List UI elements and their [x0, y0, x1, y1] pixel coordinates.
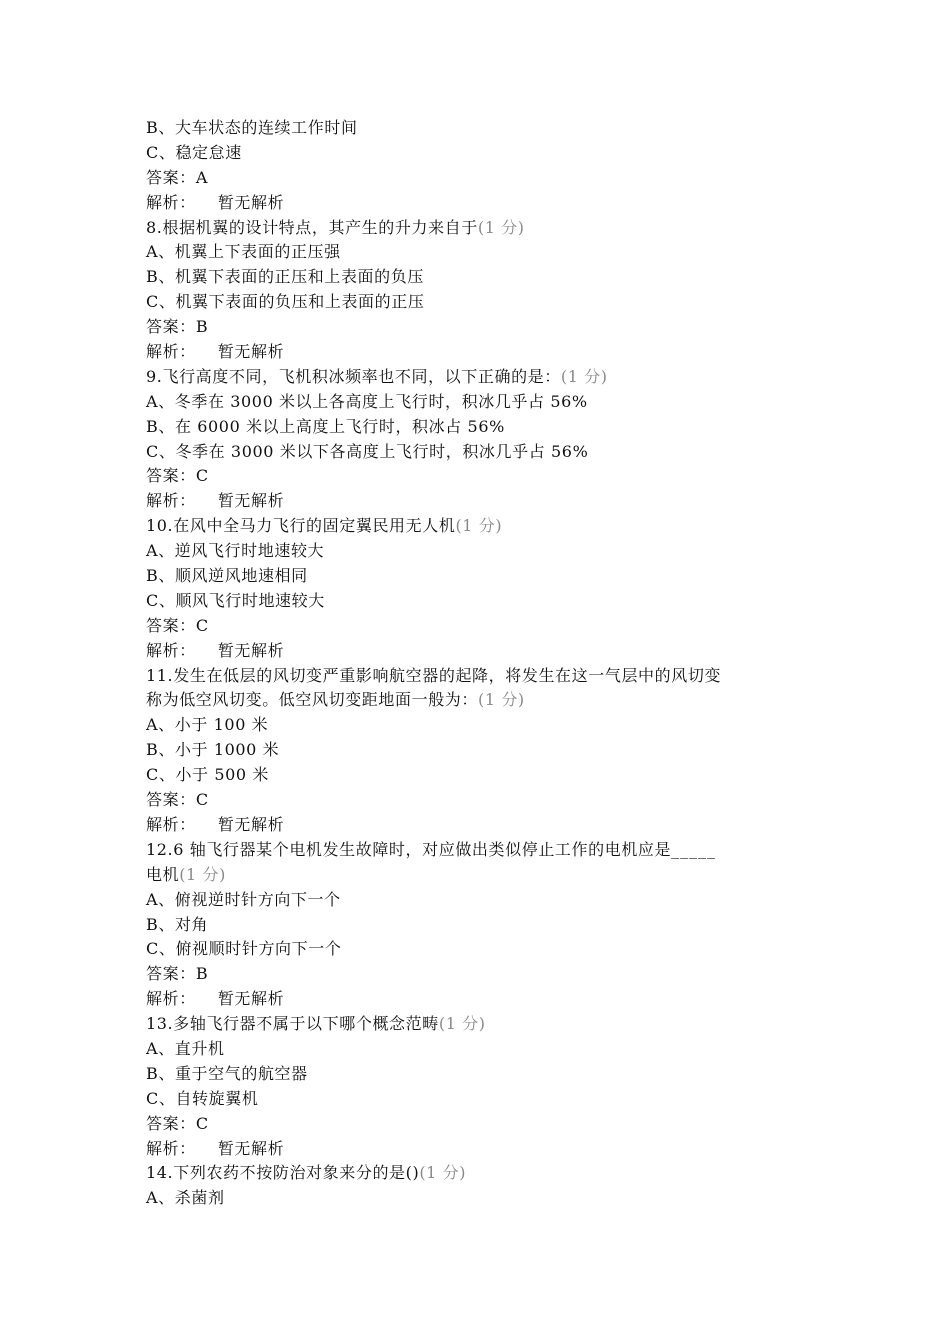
answer-value: C	[195, 1113, 209, 1133]
analysis-label: 解析：	[146, 814, 196, 834]
question-text-cont: 称为低空风切变。低空风切变距地面一般为：	[146, 690, 479, 710]
analysis-label: 解析：	[146, 1138, 196, 1158]
option-b: B、对角	[146, 914, 209, 934]
question-number: 8.	[146, 217, 163, 237]
question-number: 12.	[146, 839, 174, 859]
question-14	[146, 1161, 826, 1211]
question-number: 11.	[146, 665, 174, 685]
option-c: C、顺风飞行时地速较大	[146, 590, 325, 610]
analysis-line	[146, 191, 826, 216]
question-text: 根据机翼的设计特点，其产生的升力来自于	[162, 217, 478, 237]
answer-label: 答案：	[146, 790, 196, 810]
analysis-line	[146, 639, 826, 664]
option-a: A、杀菌剂	[146, 1188, 225, 1208]
question-text: 发生在低层的风切变严重影响航空器的起降，将发生在这一气层中的风切变	[173, 665, 722, 685]
option-a: A、直升机	[146, 1038, 225, 1058]
option-c: C、俯视顺时针方向下一个	[146, 939, 342, 959]
question-score: (1 分)	[419, 1163, 467, 1183]
option-a: A、逆风飞行时地速较大	[146, 541, 325, 561]
option-c: C、稳定怠速	[146, 142, 242, 162]
analysis-label: 解析：	[146, 342, 196, 362]
answer-label: 答案：	[146, 964, 196, 984]
option-c: C、自转旋翼机	[146, 1088, 259, 1108]
analysis-value: 暂无解析	[217, 989, 285, 1009]
question-score: (1 分)	[455, 516, 503, 536]
option-a: A、机翼上下表面的正压强	[146, 242, 341, 262]
option-a: A、小于 100 米	[146, 715, 269, 735]
analysis-label: 解析：	[146, 640, 196, 660]
question-number: 10.	[146, 516, 174, 536]
answer-value: B	[195, 317, 209, 337]
option-b: B、大车状态的连续工作时间	[146, 118, 358, 137]
question-stem	[146, 838, 826, 863]
question-score: (1 分)	[478, 690, 525, 710]
question-text: 6 轴飞行器某个电机发生故障时，对应做出类似停止工作的电机应是	[173, 839, 672, 859]
answer-value: C	[195, 615, 209, 635]
option-a: A、冬季在 3000 米以上各高度上飞行时，积冰几乎占 56%	[146, 391, 588, 411]
analysis-value: 暂无解析	[217, 814, 285, 834]
analysis-label: 解析：	[146, 989, 196, 1009]
question-stem	[146, 664, 826, 689]
question-13	[146, 1012, 826, 1161]
answer-label: 答案：	[146, 317, 196, 337]
option-b: B、顺风逆风地速相同	[146, 566, 308, 586]
question-number: 13.	[146, 1014, 174, 1034]
analysis-value: 暂无解析	[217, 640, 285, 660]
question-stem	[146, 365, 826, 390]
question-score: (1 分)	[477, 217, 525, 237]
answer-label: 答案：	[146, 615, 196, 635]
question-11	[146, 664, 826, 838]
question-number: 9.	[146, 366, 163, 386]
question-stem	[146, 1012, 826, 1037]
analysis-line	[146, 987, 826, 1012]
question-score: (1 分)	[179, 864, 226, 884]
analysis-value: 暂无解析	[217, 491, 285, 511]
analysis-value: 暂无解析	[217, 192, 285, 212]
analysis-line	[146, 813, 826, 838]
answer-label: 答案：	[146, 1113, 196, 1133]
answer-line	[146, 962, 826, 987]
document-page	[146, 116, 826, 1211]
analysis-label: 解析：	[146, 491, 196, 511]
option-c: C、机翼下表面的负压和上表面的正压	[146, 292, 425, 312]
question-7-tail	[146, 116, 826, 216]
question-10	[146, 514, 826, 663]
fill-blank: _____	[671, 839, 717, 859]
answer-value: C	[195, 790, 209, 810]
answer-line	[146, 166, 826, 191]
answer-value: B	[195, 964, 209, 984]
question-score: (1 分)	[560, 366, 608, 386]
question-text: 下列农药不按防治对象来分的是()	[173, 1163, 420, 1183]
analysis-label: 解析：	[146, 192, 196, 212]
option-c: C、冬季在 3000 米以下各高度上飞行时，积冰几乎占 56%	[146, 441, 589, 461]
analysis-line	[146, 1137, 826, 1162]
answer-value: A	[195, 167, 208, 187]
question-stem	[146, 514, 826, 539]
analysis-value: 暂无解析	[217, 1138, 285, 1158]
question-8	[146, 216, 826, 365]
analysis-line	[146, 489, 826, 514]
answer-line	[146, 788, 826, 813]
question-score: (1 分)	[438, 1014, 486, 1034]
option-b: B、在 6000 米以上高度上飞行时，积冰占 56%	[146, 416, 505, 436]
question-stem-cont	[146, 688, 826, 713]
answer-line	[146, 464, 826, 489]
answer-value: C	[195, 466, 209, 486]
option-a: A、俯视逆时针方向下一个	[146, 889, 341, 909]
question-text-cont: 电机	[146, 864, 180, 884]
question-text: 飞行高度不同，飞机积冰频率也不同，以下正确的是：	[162, 366, 561, 386]
option-b: B、重于空气的航空器	[146, 1063, 308, 1083]
question-9	[146, 365, 826, 514]
question-text: 在风中全马力飞行的固定翼民用无人机	[173, 516, 456, 536]
question-12	[146, 838, 826, 1012]
question-stem	[146, 1161, 826, 1186]
answer-line	[146, 1112, 826, 1137]
question-stem-cont	[146, 863, 826, 888]
question-text: 多轴飞行器不属于以下哪个概念范畴	[173, 1014, 439, 1034]
option-c: C、小于 500 米	[146, 765, 269, 785]
answer-line	[146, 315, 826, 340]
analysis-line	[146, 340, 826, 365]
question-number: 14.	[146, 1163, 174, 1183]
question-stem	[146, 216, 826, 241]
answer-label: 答案：	[146, 167, 196, 187]
option-b: B、机翼下表面的正压和上表面的负压	[146, 267, 424, 287]
analysis-value: 暂无解析	[217, 342, 285, 362]
option-b: B、小于 1000 米	[146, 740, 280, 760]
answer-line	[146, 614, 826, 639]
answer-label: 答案：	[146, 466, 196, 486]
